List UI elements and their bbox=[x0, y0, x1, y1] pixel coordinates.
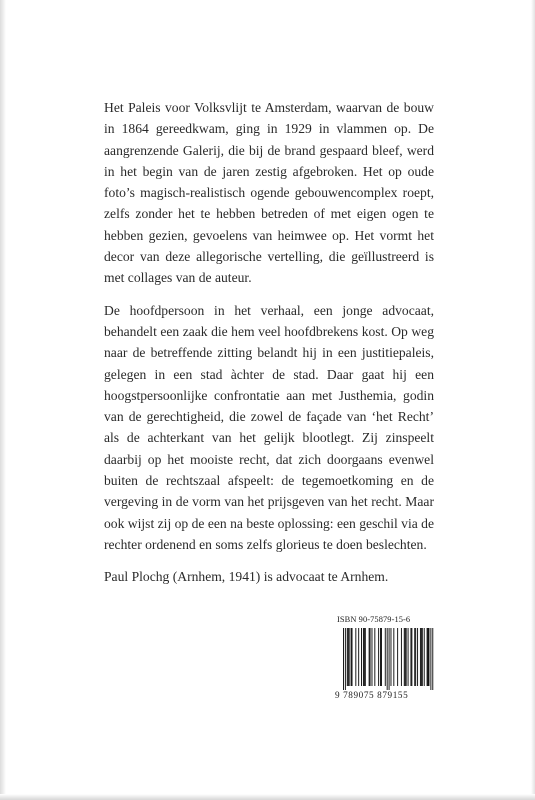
barcode-bar bbox=[420, 628, 421, 686]
barcode-bar bbox=[355, 628, 356, 686]
barcode-bar bbox=[385, 628, 386, 686]
barcode-bar bbox=[410, 628, 411, 686]
isbn-label: ISBN 90-75879-15-6 bbox=[337, 615, 411, 624]
barcode-bar bbox=[369, 628, 370, 686]
barcode-bar bbox=[348, 628, 349, 686]
barcode-bar bbox=[358, 628, 359, 686]
barcode-bar bbox=[370, 628, 371, 686]
barcode-bar bbox=[343, 628, 344, 690]
barcode-bar bbox=[405, 628, 406, 686]
barcode-bar bbox=[430, 628, 431, 690]
isbn-barcode bbox=[335, 615, 435, 707]
barcode-bar bbox=[372, 628, 373, 686]
barcode-bar bbox=[380, 628, 381, 686]
barcode-bar bbox=[393, 628, 394, 686]
barcode-bars bbox=[335, 628, 435, 690]
barcode-bar bbox=[428, 628, 429, 686]
barcode-bar bbox=[361, 628, 362, 686]
barcode-bar bbox=[363, 628, 364, 686]
barcode-bar bbox=[352, 628, 353, 686]
barcode-bar bbox=[411, 628, 412, 686]
barcode-bar bbox=[422, 628, 423, 686]
barcode-bar bbox=[397, 628, 398, 686]
barcode-bar bbox=[347, 628, 348, 686]
barcode-bar bbox=[389, 628, 390, 690]
blurb-paragraph-1: Het Paleis voor Volksvlijt te Amsterdam, waarvan de bouw in 1864 gereedkwam, ging in 1929 in vlammen op. De aangrenzende Galerij, die bij de brand gespaard bleef, werd in het begin van de jaren zestig afgebroken. Het op oude foto’s magisch-realistisch ogende gebouwencomplex roept, zelfs zonder het te hebben betreden of met eigen ogen te hebben gezien, gevoelens van heimwee op. Het vormt het decor van deze allegorische vertelling, die geïllustreerd is met collages van de auteur. bbox=[104, 100, 434, 286]
barcode-bar bbox=[414, 628, 415, 686]
barcode-bar bbox=[427, 628, 428, 686]
author-note: Paul Plochg (Arnhem, 1941) is advocaat te Arnhem. bbox=[104, 569, 389, 585]
barcode-bar bbox=[374, 628, 375, 686]
barcode-bar bbox=[378, 628, 379, 686]
barcode-bar bbox=[432, 628, 433, 690]
barcode-bar bbox=[351, 628, 352, 686]
barcode-bar bbox=[365, 628, 366, 686]
barcode-bar bbox=[408, 628, 409, 686]
cover-right-edge-shadow bbox=[531, 0, 535, 800]
barcode-bar bbox=[401, 628, 402, 686]
cover-left-edge-shadow bbox=[0, 0, 6, 800]
barcode-bar bbox=[349, 628, 350, 686]
barcode-bar bbox=[381, 628, 382, 686]
barcode-bar bbox=[364, 628, 365, 686]
barcode-bar bbox=[424, 628, 425, 686]
ean-digits: 9 789075 879155 bbox=[335, 690, 409, 700]
barcode-bar bbox=[391, 628, 392, 686]
barcode-bar bbox=[417, 628, 418, 686]
barcode-bar bbox=[406, 628, 407, 686]
barcode-bar bbox=[345, 628, 346, 690]
barcode-bar bbox=[421, 628, 422, 686]
barcode-bar bbox=[415, 628, 416, 686]
barcode-bar bbox=[387, 628, 388, 690]
blurb-text-block bbox=[104, 97, 434, 599]
blurb-paragraph-2: De hoofdpersoon in het verhaal, een jonge advocaat, behandelt een zaak die hem veel hoofdbrekens kost. Op weg naar de betreffende zitting belandt hij in een justitiepaleis, gelegen in een stad àchter de stad. Daar gaat hij een hoogstpersoonlijke confrontatie aan met Justhemia, godin van de gerechtigheid, die zowel de façade van ‘het Recht’ als de achterkant van het gelijk blootlegt. Zij zinspeelt daarbij op het mooiste recht, dat zich doorgaans evenwel buiten de rechtszaal afspeelt: de tegemoetkoming en de vergeving in de vorm van het prijsgeven van het recht. Maar ook wijst zij op de een na beste oplossing: een geschil via de rechter ordenend en soms zelfs glorieus te doen beslechten. bbox=[104, 302, 434, 552]
barcode-bar bbox=[404, 628, 405, 686]
barcode-bar bbox=[429, 628, 430, 686]
cover-bottom-edge-shadow bbox=[0, 794, 535, 800]
